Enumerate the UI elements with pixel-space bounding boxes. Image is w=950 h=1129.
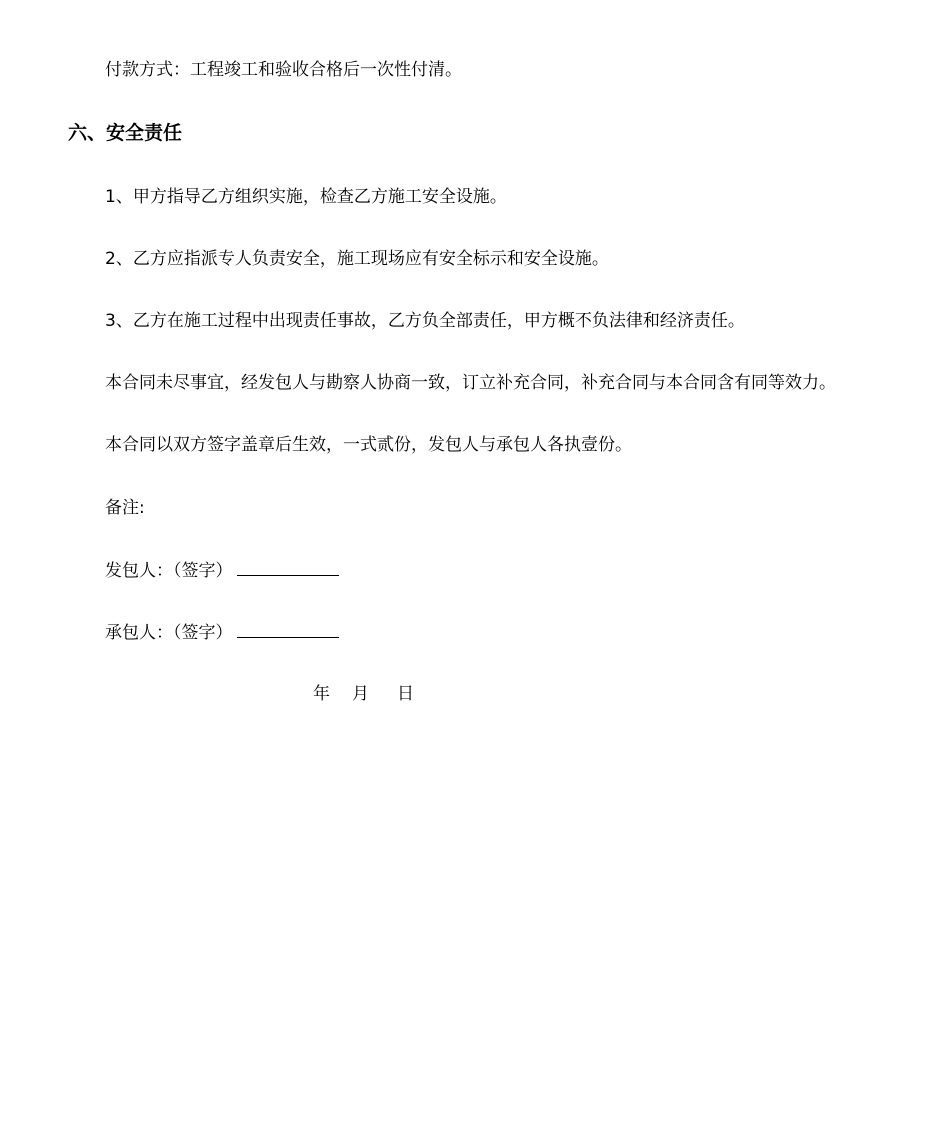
employer-signature-line[interactable] bbox=[237, 558, 339, 576]
supplement-clause: 本合同未尽事宜，经发包人与勘察人协商一致，订立补充合同，补充合同与本合同含有同等效力。 bbox=[105, 373, 836, 393]
date-day-label: 日 bbox=[397, 684, 414, 704]
remarks-label: 备注: bbox=[105, 498, 145, 518]
safety-clause-3: 3、乙方在施工过程中出现责任事故，乙方负全部责任，甲方概不负法律和经济责任。 bbox=[105, 311, 745, 331]
section-heading-safety: 六、安全责任 bbox=[68, 122, 183, 144]
signing-date bbox=[313, 682, 414, 706]
payment-terms: 付款方式：工程竣工和验收合格后一次性付清。 bbox=[105, 60, 462, 80]
employer-signature-row bbox=[105, 558, 339, 583]
contractor-signature-label: 承包人：（签字） bbox=[105, 623, 233, 643]
date-year-label: 年 bbox=[313, 684, 330, 704]
safety-clause-2: 2、乙方应指派专人负责安全，施工现场应有安全标示和安全设施。 bbox=[105, 249, 609, 269]
contractor-signature-row bbox=[105, 620, 339, 645]
contractor-signature-line[interactable] bbox=[237, 620, 339, 638]
safety-clause-1: 1、甲方指导乙方组织实施，检查乙方施工安全设施。 bbox=[105, 187, 507, 207]
effect-clause: 本合同以双方签字盖章后生效，一式贰份，发包人与承包人各执壹份。 bbox=[105, 435, 632, 455]
employer-signature-label: 发包人：（签字） bbox=[105, 561, 233, 581]
date-month-label: 月 bbox=[352, 684, 369, 704]
